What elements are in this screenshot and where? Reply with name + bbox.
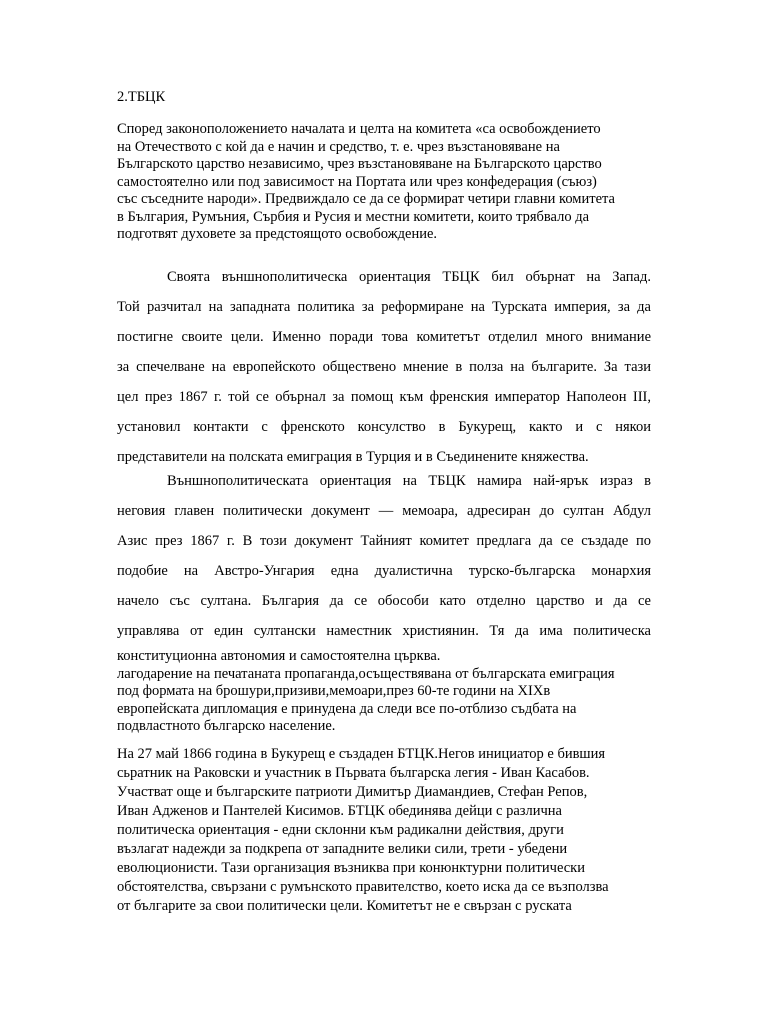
- text-line: Българското царство независимо, чрез възстановяване на Българското царство: [117, 156, 602, 172]
- text-line: подготвят духовете за предстоящото освобождение.: [117, 226, 438, 242]
- text-line: цел през 1867 г. той се обърнал за помощ към френския император Наполеон III,: [117, 389, 651, 405]
- text-line: установил контакти с френското консулство в Букурещ, както и с някои: [117, 419, 651, 435]
- text-line: самостоятелно или под зависимост на Портата или чрез конфедерация (съюз): [117, 173, 597, 190]
- text-line: Според законоположението началата и целта на комитета «са освобождението: [117, 121, 601, 137]
- text-line: сьратник на Раковски и участник в Първата българска легия - Иван Касабов.: [117, 765, 590, 781]
- text-line: под формата на брошури,призиви,мемоари,през 60-те години на XIXв: [117, 683, 551, 699]
- text-line: Участват още и българските патриоти Димитър Диамандиев, Стефан Репов,: [117, 784, 588, 800]
- text-line: в България, Румъния, Сърбия и Русия и местни комитети, които трябвало да: [117, 208, 590, 225]
- text-line: обстоятелства, свързани с румънското правителство, което иска да се възползва: [117, 879, 609, 895]
- text-line: подобие на Австро-Унгария една дуалистична турско-българска монархия: [117, 563, 651, 579]
- text-line: Иван Адженов и Пантелей Кисимов. БТЦК обединява дейци с различна: [117, 803, 562, 819]
- text-line: Своята външнополитическа ориентация ТБЦК бил обърнат на Запад.: [167, 269, 651, 285]
- text-line: подвластното българско население.: [117, 718, 336, 734]
- text-line: конституционна автономия и самостоятелна църква.: [117, 648, 441, 664]
- paragraph-btck: [117, 745, 662, 916]
- text-line: На 27 май 1866 година в Букурещ е създаден БТЦК.Негов инициатор е бившия: [117, 746, 606, 762]
- section-heading: 2.ТБЦК: [117, 89, 166, 105]
- paragraph-memorandum: [117, 466, 651, 646]
- text-line: неговия главен политически документ — мемоара, адресиран до султан Абдул: [117, 503, 651, 519]
- text-line: политическа ориентация - едни склонни към радикални действия, други: [117, 822, 564, 838]
- paragraph-foreign-orientation: [117, 262, 651, 472]
- text-line: на Отечеството с кой да е начин и средство, т. е. чрез възстановяване на: [117, 138, 560, 155]
- paragraph-propaganda: [117, 648, 662, 736]
- text-line: постигне своите цели. Именно поради това комитетът отделил много внимание: [117, 329, 651, 345]
- text-line: начело със султана. България да се обособи като отделно царство и да се: [117, 593, 651, 609]
- text-line: за спечелване на европейското обществено мнение в полза на българите. За тази: [117, 359, 651, 375]
- text-line: еволюционисти. Тази организация възниква при конюнктурни политически: [117, 860, 585, 876]
- text-line: възлагат надежди за подкрепа от западните велики сили, трети - убедени: [117, 841, 568, 857]
- text-line: лагодарение на печатаната пропаганда,осъществявана от българската емиграция: [117, 665, 615, 682]
- text-line: европейската дипломация е принудена да следи все по-отблизо съдбата на: [117, 700, 577, 717]
- text-line: със съседните народи». Предвиждало се да се формират четири главни комитета: [117, 191, 615, 207]
- paragraph-statute: [117, 121, 662, 244]
- text-line: представители на полската емиграция в Турция и в Съединените княжества.: [117, 449, 589, 465]
- text-line: управлява от един султански наместник християнин. Тя да има политическа: [117, 623, 651, 639]
- text-line: Азис през 1867 г. В този документ Тайният комитет предлага да се създаде по: [117, 533, 651, 549]
- text-line: Външнополитическата ориентация на ТБЦК намира най-ярък израз в: [167, 473, 651, 489]
- text-line: от българите за свои политически цели. Комитетът не е свързан с руската: [117, 898, 572, 914]
- text-line: Той разчитал на западната политика за реформиране на Турската империя, за да: [117, 299, 651, 315]
